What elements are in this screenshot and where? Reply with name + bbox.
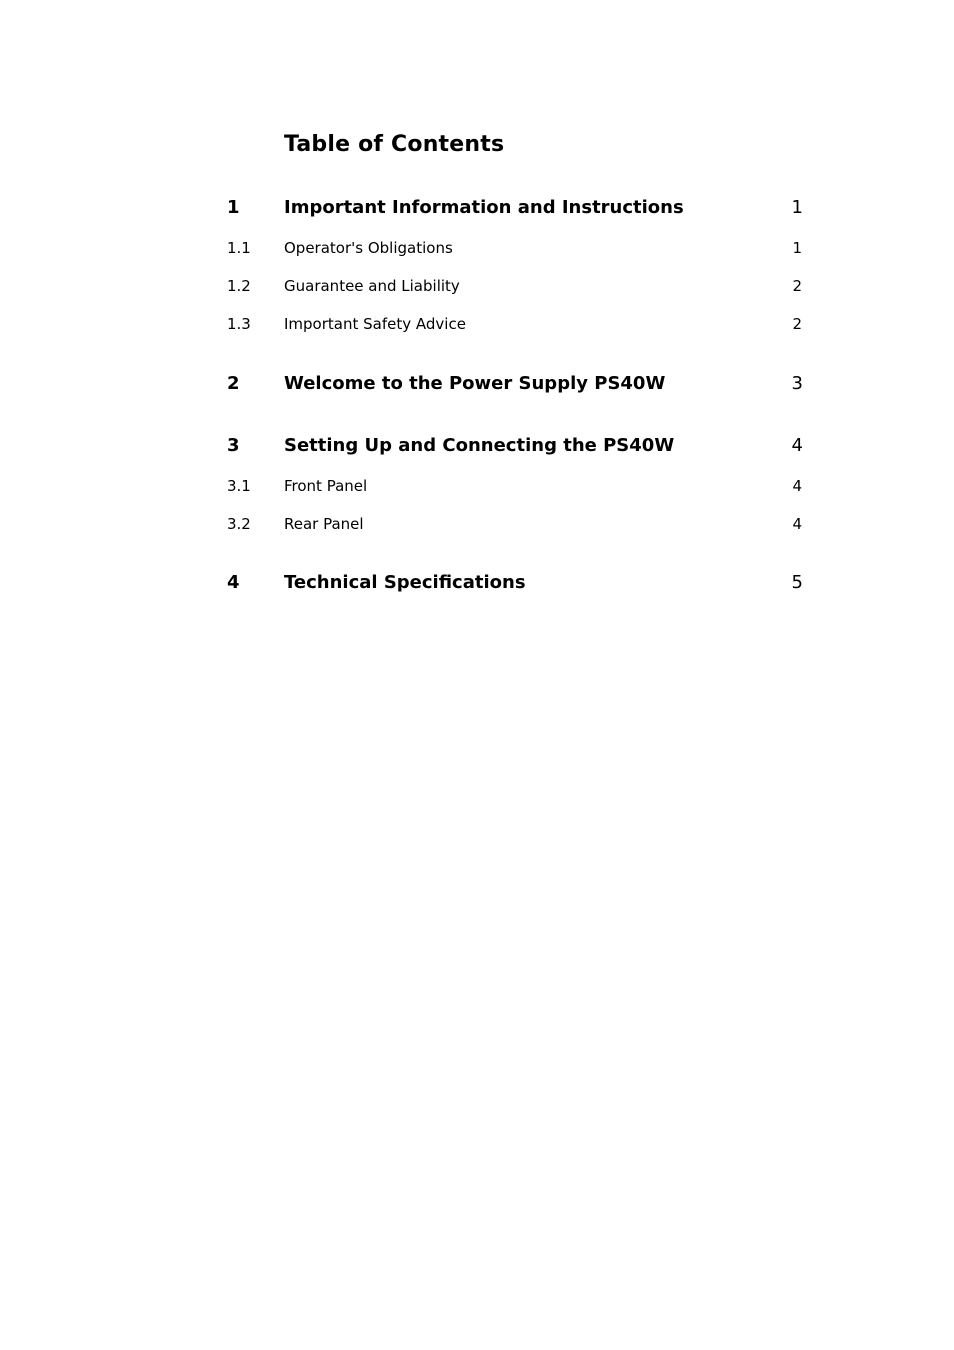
toc-entry-label: Setting Up and Connecting the PS40W <box>284 435 675 456</box>
toc-entry-label: Important Safety Advice <box>284 315 466 333</box>
toc-entry-section-3-1[interactable] <box>227 472 807 500</box>
toc-entry-page-number: 4 <box>792 515 802 533</box>
toc-entry-label: Front Panel <box>284 477 368 495</box>
toc-entry-number: 1.3 <box>227 315 251 333</box>
toc-entry-label: Operator's Obligations <box>284 239 453 257</box>
toc-entry-number: 1.2 <box>227 277 251 295</box>
toc-entry-label: Welcome to the Power Supply PS40W <box>284 373 666 394</box>
toc-entry-label: Technical Specifications <box>284 572 526 593</box>
toc-entry-number: 1.1 <box>227 239 251 257</box>
toc-entry-number: 3.1 <box>227 477 251 495</box>
toc-entry-section-1-2[interactable] <box>227 272 807 300</box>
toc-entry-section-3-2[interactable] <box>227 510 807 538</box>
toc-entry-number: 3 <box>227 435 240 456</box>
toc-entry-section-1-3[interactable] <box>227 310 807 338</box>
toc-entry-page-number: 2 <box>792 315 802 333</box>
toc-entry-number: 1 <box>227 197 240 218</box>
toc-entry-label: Rear Panel <box>284 515 364 533</box>
toc-entry-page-number: 1 <box>791 197 803 218</box>
toc-entry-chapter-1[interactable] <box>227 194 807 222</box>
toc-entry-page-number: 3 <box>791 373 803 394</box>
toc-entry-page-number: 4 <box>792 477 802 495</box>
toc-entry-number: 2 <box>227 373 240 394</box>
toc-entry-chapter-4[interactable] <box>227 569 807 597</box>
toc-entry-page-number: 1 <box>792 239 802 257</box>
toc-entry-label: Guarantee and Liability <box>284 277 460 295</box>
toc-entry-chapter-2[interactable] <box>227 370 807 398</box>
toc-entry-chapter-3[interactable] <box>227 432 807 460</box>
toc-entry-page-number: 2 <box>792 277 802 295</box>
toc-entry-section-1-1[interactable] <box>227 234 807 262</box>
toc-entry-page-number: 5 <box>791 572 803 593</box>
toc-entry-number: 3.2 <box>227 515 251 533</box>
page-title: Table of Contents <box>284 132 505 157</box>
toc-entry-label: Important Information and Instructions <box>284 197 684 218</box>
toc-entry-page-number: 4 <box>791 435 803 456</box>
toc-entry-number: 4 <box>227 572 240 593</box>
